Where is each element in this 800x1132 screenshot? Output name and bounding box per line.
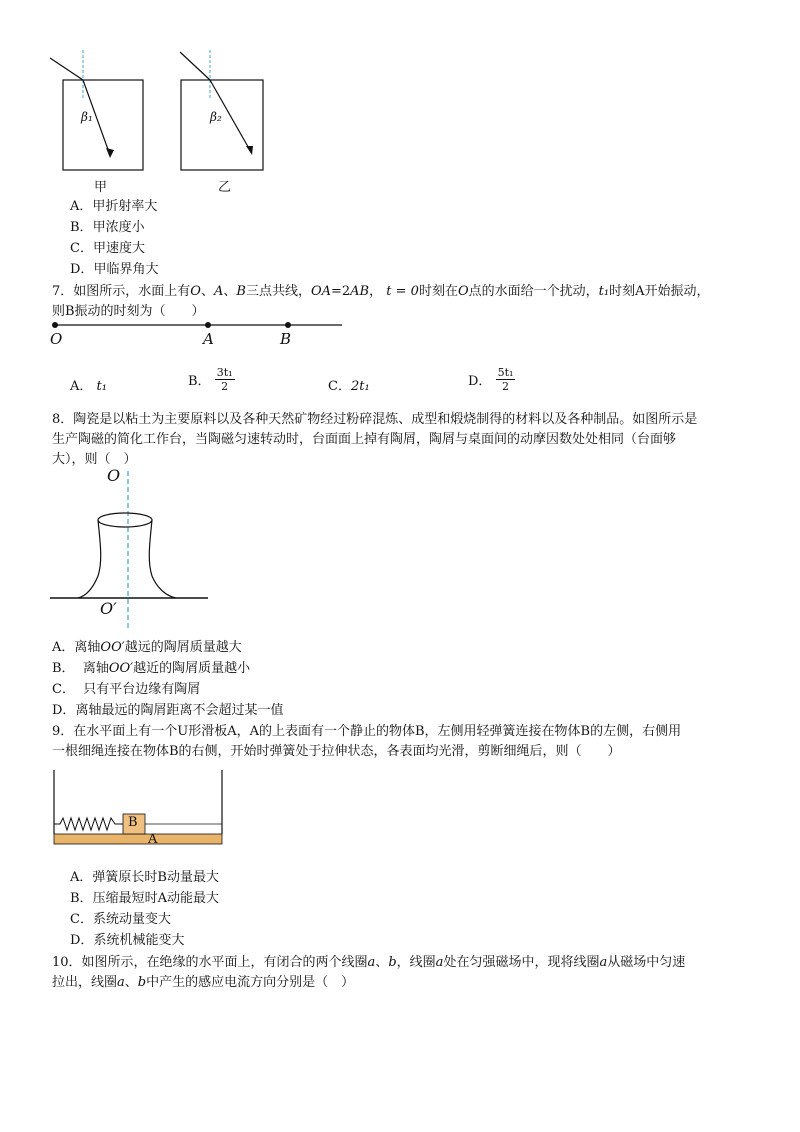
label-yi: 乙 xyxy=(218,180,232,195)
q8-option-d[interactable]: D．离轴最远的陶屑距离不会超过某一值 xyxy=(52,703,284,718)
q9-stem-line2: 一根细绳连接在物体B的右侧，开始时弹簧处于拉伸状态，各表面均光滑，剪断细绳后，则（ ） xyxy=(52,744,621,759)
axis-label-o-top: O xyxy=(107,466,121,485)
board-a-label: A xyxy=(148,832,158,847)
q9-option-b[interactable]: B．压缩最短时A动能最大 xyxy=(70,891,219,906)
q6-option-b[interactable]: B．甲浓度小 xyxy=(70,220,145,235)
beta1-label: β₁ xyxy=(81,110,93,124)
q7-stem-line1: 7．如图所示，水面上有O、A、B三点共线，OA=2AB， t = 0时刻在O点的水面给一个扰动，t₁时刻A开始振动， xyxy=(52,284,710,299)
q7-option-d[interactable]: D． $\frac{\text{5t₁}}{2}$ xyxy=(468,366,514,393)
axis-label-o-bottom: O′ xyxy=(100,599,117,618)
q9-option-d[interactable]: D．系统机械能变大 xyxy=(70,933,185,948)
beta2-label: β₂ xyxy=(210,110,222,124)
q8-option-c[interactable]: C． 只有平台边缘有陶屑 xyxy=(52,682,201,697)
block-b-label: B xyxy=(128,815,138,830)
q8-option-a[interactable]: A．离轴OO′越远的陶屑质量越大 xyxy=(52,640,242,655)
q6-option-a[interactable]: A．甲折射率大 xyxy=(70,199,158,214)
q7-point-b: B xyxy=(280,330,292,348)
q7-point-a: A xyxy=(203,330,214,348)
q7-point-o: O xyxy=(50,330,63,348)
label-jia: 甲 xyxy=(94,180,108,195)
q7-option-c[interactable]: C．2t₁ xyxy=(328,379,370,394)
q9-option-a[interactable]: A．弹簧原长时B动量最大 xyxy=(70,870,219,885)
q7-option-a[interactable]: A． t₁ xyxy=(70,379,107,394)
q10-stem-line1: 10．如图所示，在绝缘的水平面上，有闭合的两个线圈a、b，线圈a处在匀强磁场中，现将线圈a从磁场中匀速 xyxy=(52,955,686,970)
q9-stem-line1: 9．在水平面上有一个U形滑板A，A的上表面有一个静止的物体B，左侧用轻弹簧连接在物体B的左侧，右侧用 xyxy=(52,724,682,739)
q7-line-figure xyxy=(50,318,350,348)
q8-option-b[interactable]: B． 离轴OO′越近的陶屑质量越小 xyxy=(52,661,251,676)
q7-option-b[interactable]: B． $\frac{\text{3t₁}}{2}$ xyxy=(188,366,233,393)
u-board-figure xyxy=(50,768,230,848)
pottery-wheel-figure xyxy=(48,466,218,636)
q6-option-d[interactable]: D．甲临界角大 xyxy=(70,262,159,277)
q10-stem-line2: 拉出，线圈a、b中产生的感应电流方向分别是（ ） xyxy=(52,975,355,990)
q9-option-c[interactable]: C．系统动量变大 xyxy=(70,912,171,927)
q6-option-c[interactable]: C．甲速度大 xyxy=(70,241,145,256)
q8-stem-line2: 生产陶磁的简化工作台，当陶磁匀速转动时，台面面上掉有陶屑，陶屑与桌面间的动摩因数处处相同（台面够 xyxy=(52,432,677,447)
q7-stem-line2: 则B振动的时刻为（ ） xyxy=(52,304,205,319)
q8-stem-line1: 8．陶瓷是以粘土为主要原料以及各种天然矿物经过粉碎混炼、成型和煅烧制得的材料以及各种制品。如图所示是 xyxy=(52,412,698,427)
q8-stem-line3: 大），则（ ） xyxy=(52,452,137,467)
